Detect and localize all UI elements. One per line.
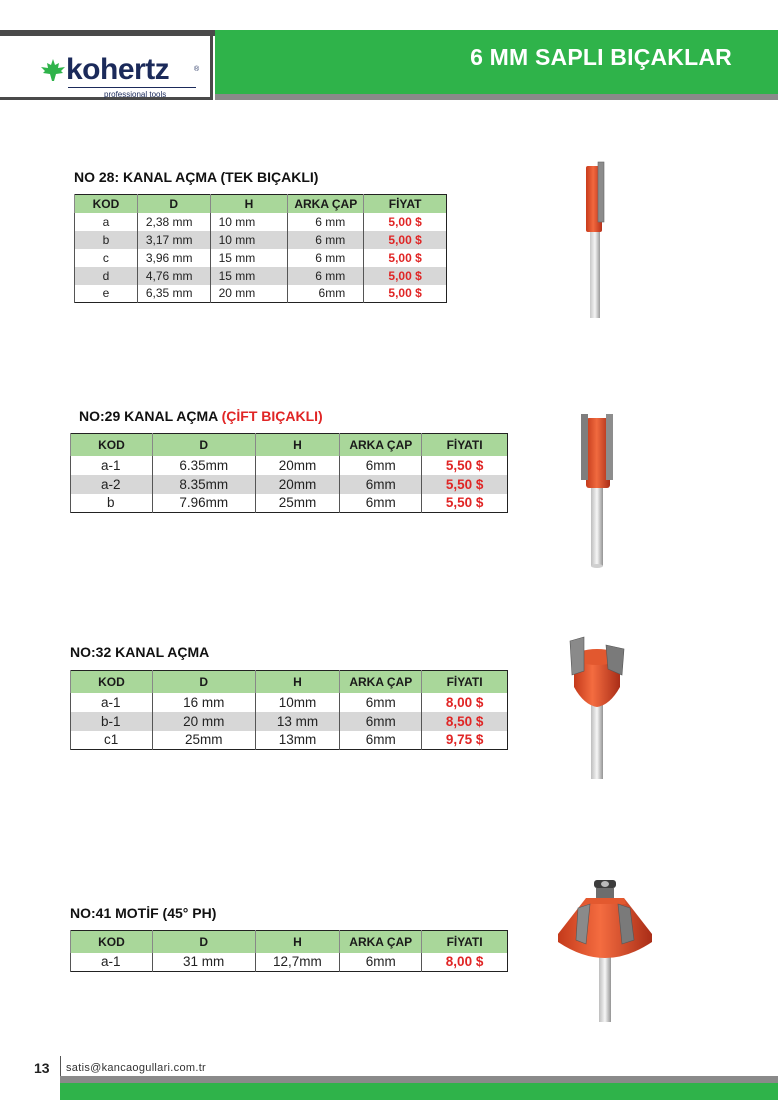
cell-price: 5,00 $ [364, 231, 447, 249]
cell-h: 10 mm [210, 213, 288, 231]
table-row [71, 693, 508, 712]
logo-underline [68, 87, 196, 88]
footer-gray-band [60, 1076, 778, 1083]
cell-price: 9,75 $ [422, 731, 508, 750]
table-row [71, 475, 508, 494]
cell-kod: a-1 [71, 456, 153, 475]
price-table-no41 [70, 930, 508, 972]
price-table-no29 [70, 433, 508, 513]
cell-arka-cap: 6 mm [288, 267, 364, 285]
mortise-bit-image [566, 635, 628, 781]
col-header-h: H [255, 671, 340, 693]
table-header-row [71, 434, 508, 456]
cell-h: 15 mm [210, 249, 288, 267]
cell-kod: b [75, 231, 138, 249]
header-band-shadow [215, 94, 778, 100]
cell-d: 3,96 mm [137, 249, 210, 267]
col-header-arka-cap: ARKA ÇAP [340, 671, 422, 693]
col-header-kod: KOD [71, 931, 153, 953]
cell-d: 31 mm [152, 953, 255, 972]
cell-h: 13mm [255, 731, 340, 750]
cell-kod: c1 [71, 731, 153, 750]
cell-arka-cap: 6 mm [288, 249, 364, 267]
page-number: 13 [34, 1060, 50, 1076]
cell-kod: a-1 [71, 953, 153, 972]
col-header-kod: KOD [71, 434, 153, 456]
price-table-no32 [70, 670, 508, 750]
col-header-fiyati: FİYATI [422, 434, 508, 456]
table-header-row [75, 195, 447, 213]
cell-h: 20 mm [210, 285, 288, 303]
brand-tagline: professional tools [104, 90, 167, 99]
straight-bit-single-flute-image [578, 158, 608, 320]
table-row [75, 267, 447, 285]
cell-d: 4,76 mm [137, 267, 210, 285]
straight-bit-double-flute-image [576, 410, 616, 568]
cell-price: 5,00 $ [364, 213, 447, 231]
cell-d: 8.35mm [152, 475, 255, 494]
cell-d: 7.96mm [152, 494, 255, 513]
cell-arka-cap: 6mm [340, 494, 422, 513]
col-header-h: H [255, 434, 340, 456]
registered-mark: ® [194, 66, 200, 73]
table-row [75, 285, 447, 303]
cell-h: 15 mm [210, 267, 288, 285]
table-header-row [71, 931, 508, 953]
cell-h: 10 mm [210, 231, 288, 249]
section-title-no29 [79, 408, 323, 424]
section-title-no29-highlight: (ÇİFT BIÇAKLI) [221, 408, 323, 424]
cell-arka-cap: 6mm [340, 731, 422, 750]
col-header-d: D [152, 931, 255, 953]
col-header-d: D [152, 671, 255, 693]
cell-arka-cap: 6mm [288, 285, 364, 303]
col-header-kod: KOD [71, 671, 153, 693]
table-row [71, 953, 508, 972]
col-header-h: H [210, 195, 288, 213]
col-header-kod: KOD [75, 195, 138, 213]
col-header-arka-cap: ARKA ÇAP [340, 931, 422, 953]
col-header-fiyati: FİYATI [422, 671, 508, 693]
cell-h: 20mm [255, 456, 340, 475]
cell-d: 6,35 mm [137, 285, 210, 303]
cell-kod: b-1 [71, 712, 153, 731]
table-row [71, 494, 508, 513]
cell-price: 8,00 $ [422, 693, 508, 712]
footer-email: satis@kancaogullari.com.tr [66, 1062, 207, 1074]
col-header-fiyat: FİYAT [364, 195, 447, 213]
cell-d: 16 mm [152, 693, 255, 712]
cell-kod: a-1 [71, 693, 153, 712]
col-header-arka-cap: ARKA ÇAP [288, 195, 364, 213]
table-row [71, 712, 508, 731]
cell-d: 25mm [152, 731, 255, 750]
cell-arka-cap: 6mm [340, 475, 422, 494]
col-header-fiyati: FİYATI [422, 931, 508, 953]
section-title-no29-main: NO:29 KANAL AÇMA [79, 408, 222, 424]
cell-d: 6.35mm [152, 456, 255, 475]
cell-h: 12,7mm [255, 953, 340, 972]
table-row [71, 456, 508, 475]
table-row [71, 731, 508, 750]
cell-price: 5,50 $ [422, 456, 508, 475]
cell-price: 5,50 $ [422, 475, 508, 494]
cell-kod: a [75, 213, 138, 231]
cell-h: 20mm [255, 475, 340, 494]
cell-kod: d [75, 267, 138, 285]
cell-h: 10mm [255, 693, 340, 712]
table-header-row [71, 671, 508, 693]
cell-price: 8,00 $ [422, 953, 508, 972]
maple-leaf-icon [40, 58, 66, 82]
cell-kod: e [75, 285, 138, 303]
cell-price: 5,00 $ [364, 267, 447, 285]
table-row [75, 249, 447, 267]
cell-arka-cap: 6mm [340, 693, 422, 712]
chamfer-bit-image [556, 878, 654, 1024]
table-row [75, 231, 447, 249]
col-header-d: D [137, 195, 210, 213]
cell-d: 2,38 mm [137, 213, 210, 231]
section-title-no32: NO:32 KANAL AÇMA [70, 644, 210, 660]
col-header-arka-cap: ARKA ÇAP [340, 434, 422, 456]
price-table-no28 [74, 194, 447, 303]
col-header-d: D [152, 434, 255, 456]
section-title-no41: NO:41 MOTİF (45° PH) [70, 905, 217, 921]
cell-arka-cap: 6mm [340, 712, 422, 731]
cell-h: 13 mm [255, 712, 340, 731]
cell-kod: a-2 [71, 475, 153, 494]
cell-price: 5,00 $ [364, 249, 447, 267]
cell-price: 5,00 $ [364, 285, 447, 303]
cell-h: 25mm [255, 494, 340, 513]
cell-arka-cap: 6 mm [288, 213, 364, 231]
cell-price: 5,50 $ [422, 494, 508, 513]
brand-logo-text: kohertz [66, 53, 170, 86]
table-row [75, 213, 447, 231]
cell-kod: b [71, 494, 153, 513]
cell-kod: c [75, 249, 138, 267]
page-title: 6 MM SAPLI BIÇAKLAR [470, 44, 732, 70]
cell-arka-cap: 6mm [340, 456, 422, 475]
section-title-no28: NO 28: KANAL AÇMA (TEK BIÇAKLI) [74, 169, 319, 185]
cell-price: 8,50 $ [422, 712, 508, 731]
cell-arka-cap: 6 mm [288, 231, 364, 249]
cell-d: 20 mm [152, 712, 255, 731]
footer-green-band [60, 1083, 778, 1100]
cell-arka-cap: 6mm [340, 953, 422, 972]
cell-d: 3,17 mm [137, 231, 210, 249]
col-header-h: H [255, 931, 340, 953]
